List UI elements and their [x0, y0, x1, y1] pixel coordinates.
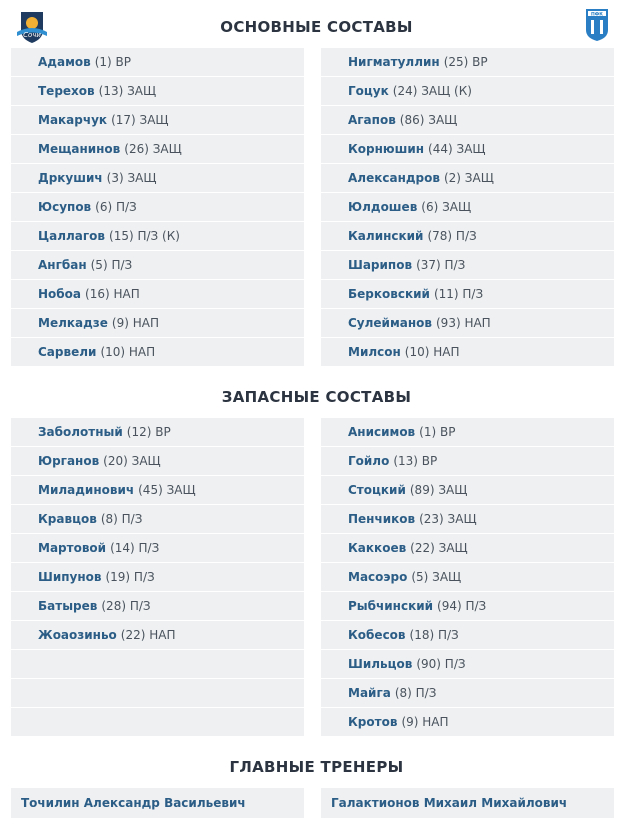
coach-home[interactable]: Точилин Александр Васильевич — [11, 788, 304, 818]
player-number-position: (25) ВР — [443, 55, 488, 69]
player-number-position: (89) ЗАЩ — [409, 483, 468, 497]
player-name-link[interactable]: Нигматуллин — [348, 55, 440, 69]
player-row[interactable] — [321, 48, 614, 77]
player-name-link[interactable]: Кобесов — [348, 628, 406, 642]
player-number-position: (93) НАП — [436, 316, 491, 330]
player-name-link[interactable]: Кравцов — [38, 512, 97, 526]
player-number-position: (5) П/З — [90, 258, 133, 272]
player-name-link[interactable]: Мещанинов — [38, 142, 121, 156]
player-name-link[interactable]: Терехов — [38, 84, 95, 98]
player-number-position: (11) П/З — [433, 287, 484, 301]
player-number-position: (22) НАП — [120, 628, 176, 642]
player-row[interactable] — [11, 592, 304, 621]
player-number-position: (19) П/З — [105, 570, 155, 584]
player-row[interactable] — [11, 338, 304, 367]
player-row[interactable] — [11, 77, 304, 106]
player-row[interactable] — [11, 476, 304, 505]
player-name-link[interactable]: Миладинович — [38, 483, 135, 497]
player-name-link[interactable]: Юрганов — [38, 454, 100, 468]
player-row[interactable] — [11, 193, 304, 222]
player-row[interactable] — [11, 505, 304, 534]
player-name-link[interactable]: Шильцов — [348, 657, 413, 671]
player-name-link[interactable]: Цаллагов — [38, 229, 106, 243]
player-row[interactable] — [11, 309, 304, 338]
player-row[interactable] — [11, 164, 304, 193]
player-name-link[interactable]: Кротов — [348, 715, 398, 729]
player-name-link[interactable]: Адамов — [38, 55, 91, 69]
player-row[interactable] — [11, 222, 304, 251]
empty-row — [11, 650, 304, 679]
player-number-position: (78) П/З — [427, 229, 477, 243]
player-number-position: (3) ЗАЩ — [106, 171, 157, 185]
player-number-position: (23) ЗАЩ — [419, 512, 477, 526]
player-number-position: (26) ЗАЩ — [124, 142, 182, 156]
svg-text:ПФК: ПФК — [591, 12, 603, 18]
player-row[interactable] — [11, 621, 304, 650]
player-row[interactable] — [321, 135, 614, 164]
player-row[interactable] — [321, 106, 614, 135]
player-row[interactable] — [11, 251, 304, 280]
player-row[interactable] — [11, 447, 304, 476]
player-number-position: (12) ВР — [126, 425, 171, 439]
player-number-position: (6) П/З — [95, 200, 137, 214]
player-name-link[interactable]: Рыбчинский — [348, 599, 434, 613]
empty-row — [11, 679, 304, 708]
player-number-position: (1) ВР — [94, 55, 132, 69]
player-row[interactable] — [321, 447, 614, 476]
player-row[interactable] — [321, 679, 614, 708]
player-row[interactable] — [321, 505, 614, 534]
player-number-position: (37) П/З — [416, 258, 466, 272]
player-number-position: (14) П/З — [110, 541, 160, 555]
player-row[interactable] — [11, 106, 304, 135]
player-row[interactable] — [321, 280, 614, 309]
player-name-link[interactable]: Сулейманов — [348, 316, 432, 330]
head-coaches-title: ГЛАВНЫЕ ТРЕНЕРЫ — [229, 758, 404, 776]
player-number-position: (94) П/З — [437, 599, 487, 613]
player-row[interactable] — [321, 251, 614, 280]
player-number-position: (16) НАП — [85, 287, 140, 301]
player-row[interactable] — [321, 563, 614, 592]
player-number-position: (15) П/З (К) — [109, 229, 180, 243]
player-number-position: (22) ЗАЩ — [410, 541, 468, 555]
player-number-position: (20) ЗАЩ — [103, 454, 161, 468]
player-row[interactable] — [321, 338, 614, 367]
player-row[interactable] — [321, 309, 614, 338]
player-row[interactable] — [11, 135, 304, 164]
empty-row — [11, 708, 304, 737]
main-lineups-title: ОСНОВНЫЕ СОСТАВЫ — [220, 18, 413, 36]
player-row[interactable] — [11, 280, 304, 309]
player-number-position: (45) ЗАЩ — [138, 483, 196, 497]
player-name-link[interactable]: Сарвели — [38, 345, 97, 359]
player-name-link[interactable]: Макарчук — [38, 113, 108, 127]
subs-lineup-home — [11, 418, 304, 737]
player-name-link[interactable]: Нобоа — [38, 287, 82, 301]
player-row[interactable] — [321, 222, 614, 251]
player-row[interactable] — [321, 418, 614, 447]
player-row[interactable] — [11, 418, 304, 447]
player-name-link[interactable]: Каккоев — [348, 541, 407, 555]
substitutes-title: ЗАПАСНЫЕ СОСТАВЫ — [221, 388, 412, 406]
player-row[interactable] — [321, 708, 614, 737]
player-number-position: (10) НАП — [404, 345, 460, 359]
player-name-link[interactable]: Калинский — [348, 229, 424, 243]
player-name-link[interactable]: Ангбан — [38, 258, 87, 272]
player-row[interactable] — [321, 592, 614, 621]
player-number-position: (86) ЗАЩ — [399, 113, 458, 127]
player-number-position: (9) НАП — [111, 316, 159, 330]
player-name-link[interactable]: Берковский — [348, 287, 430, 301]
player-name-link[interactable]: Мелкадзе — [38, 316, 108, 330]
player-name-link[interactable]: Гойло — [348, 454, 390, 468]
player-number-position: (17) ЗАЩ — [111, 113, 169, 127]
player-name-link[interactable]: Юлдошев — [348, 200, 418, 214]
player-number-position: (10) НАП — [100, 345, 156, 359]
player-row[interactable] — [11, 48, 304, 77]
player-number-position: (44) ЗАЩ — [428, 142, 486, 156]
player-name-link[interactable]: Дркушич — [38, 171, 103, 185]
player-row[interactable] — [11, 563, 304, 592]
player-number-position: (24) ЗАЩ (К) — [392, 84, 472, 98]
svg-text:Сочи: Сочи — [23, 31, 41, 39]
player-row[interactable] — [11, 534, 304, 563]
player-name-link[interactable]: Пенчиков — [348, 512, 416, 526]
player-name-link[interactable]: Масоэро — [348, 570, 408, 584]
player-row[interactable] — [321, 476, 614, 505]
player-number-position: (13) ВР — [393, 454, 438, 468]
player-row[interactable] — [321, 164, 614, 193]
main-lineup-away — [321, 48, 614, 367]
player-number-position: (1) ВР — [419, 425, 456, 439]
player-number-position: (9) НАП — [401, 715, 449, 729]
player-name-link[interactable]: Юсупов — [38, 200, 92, 214]
coach-away[interactable]: Галактионов Михаил Михайлович — [321, 788, 614, 818]
player-number-position: (8) П/З — [100, 512, 143, 526]
player-name-link[interactable]: Мартовой — [38, 541, 107, 555]
player-name-link[interactable]: Гоцук — [348, 84, 389, 98]
player-number-position: (8) П/З — [394, 686, 437, 700]
player-number-position: (13) ЗАЩ — [98, 84, 157, 98]
player-name-link[interactable]: Заболотный — [38, 425, 123, 439]
player-name-link[interactable]: Агапов — [348, 113, 396, 127]
subs-lineup-away — [321, 418, 614, 737]
player-name-link[interactable]: Шарипов — [348, 258, 413, 272]
player-name-link[interactable]: Жоаозиньо — [38, 628, 117, 642]
player-number-position: (2) ЗАЩ — [443, 171, 494, 185]
player-row[interactable] — [321, 193, 614, 222]
player-row[interactable] — [321, 534, 614, 563]
player-name-link[interactable]: Майга — [348, 686, 391, 700]
player-name-link[interactable]: Шипунов — [38, 570, 102, 584]
player-number-position: (5) ЗАЩ — [411, 570, 462, 584]
player-name-link[interactable]: Анисимов — [348, 425, 416, 439]
main-lineup-home — [11, 48, 304, 367]
player-row[interactable] — [321, 77, 614, 106]
player-name-link[interactable]: Батырев — [38, 599, 98, 613]
player-name-link[interactable]: Стоцкий — [348, 483, 406, 497]
player-name-link[interactable]: Александров — [348, 171, 440, 185]
player-name-link[interactable]: Милсон — [348, 345, 401, 359]
player-number-position: (90) П/З — [416, 657, 466, 671]
player-number-position: (6) ЗАЩ — [421, 200, 472, 214]
player-row[interactable] — [321, 621, 614, 650]
player-name-link[interactable]: Корнюшин — [348, 142, 425, 156]
player-number-position: (18) П/З — [409, 628, 459, 642]
player-number-position: (28) П/З — [101, 599, 151, 613]
player-row[interactable] — [321, 650, 614, 679]
